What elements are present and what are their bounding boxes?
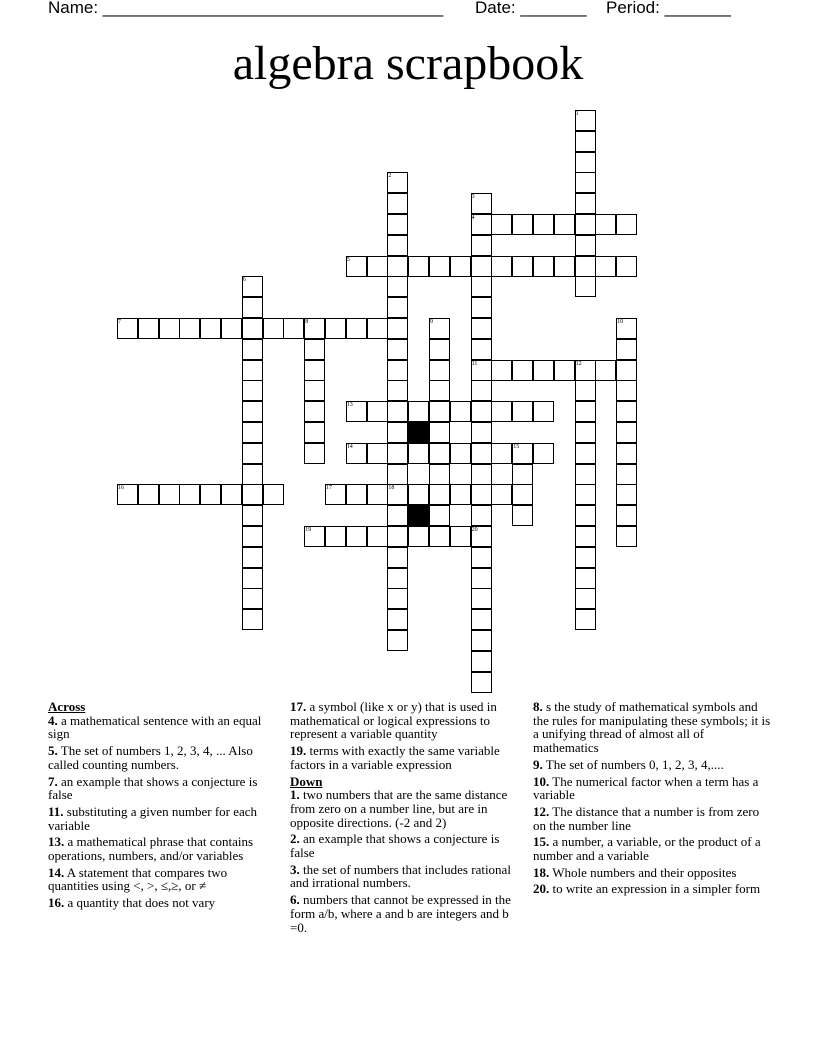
grid-cell[interactable] xyxy=(554,214,575,235)
grid-cell[interactable] xyxy=(429,484,450,505)
grid-cell[interactable] xyxy=(575,256,596,277)
grid-cell[interactable] xyxy=(387,422,408,443)
clue-across-11: 11. substituting a given number for each variable xyxy=(48,803,258,833)
grid-cell[interactable] xyxy=(471,443,492,464)
grid-cell[interactable] xyxy=(616,526,637,547)
grid-cell[interactable] xyxy=(533,214,554,235)
grid-cell[interactable] xyxy=(471,318,492,339)
grid-cell[interactable] xyxy=(471,630,492,651)
grid-cell[interactable] xyxy=(200,318,221,339)
grid-cell[interactable] xyxy=(616,256,637,277)
grid-cell[interactable] xyxy=(575,484,596,505)
grid-cell[interactable] xyxy=(595,214,616,235)
grid-cell[interactable] xyxy=(471,276,492,297)
grid-cell[interactable] xyxy=(616,214,637,235)
grid-cell[interactable] xyxy=(367,526,388,547)
grid-cell[interactable] xyxy=(429,360,450,381)
grid-cell[interactable] xyxy=(346,318,367,339)
grid-cell[interactable] xyxy=(512,360,533,381)
grid-cell[interactable] xyxy=(263,484,284,505)
grid-cell[interactable] xyxy=(471,609,492,630)
grid-cell[interactable] xyxy=(367,401,388,422)
grid-cell[interactable] xyxy=(242,505,263,526)
grid-cell[interactable] xyxy=(387,505,408,526)
grid-cell[interactable] xyxy=(242,401,263,422)
clue-across-5: 5. The set of numbers 1, 2, 3, 4, ... Also called counting numbers. xyxy=(48,743,253,772)
grid-cell[interactable] xyxy=(450,401,471,422)
grid-cell[interactable] xyxy=(408,443,429,464)
clue-down-10: 10. The numerical factor when a term has a variable xyxy=(533,773,759,803)
name-field[interactable]: Name: ____________________________________ xyxy=(48,0,444,17)
clue-across-16: 16. a quantity that does not vary xyxy=(48,895,216,911)
grid-cell[interactable] xyxy=(387,256,408,277)
grid-cell[interactable] xyxy=(325,526,346,547)
grid-cell[interactable] xyxy=(429,464,450,485)
clue-across-7: 7. an example that shows a conjecture is false xyxy=(48,773,258,803)
grid-cell[interactable] xyxy=(616,422,637,443)
grid-cell[interactable] xyxy=(471,380,492,401)
grid-cell[interactable] xyxy=(242,588,263,609)
grid-cell[interactable] xyxy=(408,526,429,547)
grid-cell[interactable] xyxy=(242,464,263,485)
clues-column-1 xyxy=(48,700,280,913)
grid-cell[interactable] xyxy=(512,401,533,422)
grid-cell[interactable] xyxy=(304,360,325,381)
grid-cell[interactable] xyxy=(575,380,596,401)
grid-cell[interactable] xyxy=(533,401,554,422)
grid-cell[interactable] xyxy=(533,443,554,464)
grid-cell[interactable] xyxy=(491,360,512,381)
clue-number-label: 10 xyxy=(617,319,624,325)
grid-cell[interactable] xyxy=(429,443,450,464)
grid-cell[interactable] xyxy=(595,360,616,381)
clue-down-6: 6. numbers that cannot be expressed in the form a/b, where a and b are integers and b =0. xyxy=(290,892,511,935)
grid-cell[interactable] xyxy=(242,422,263,443)
grid-cell[interactable] xyxy=(304,380,325,401)
grid-cell[interactable] xyxy=(408,256,429,277)
grid-cell[interactable] xyxy=(346,526,367,547)
grid-cell[interactable] xyxy=(471,651,492,672)
grid-cell[interactable] xyxy=(179,318,200,339)
clue-number-label: 16 xyxy=(118,485,124,492)
grid-cell[interactable] xyxy=(512,256,533,277)
clue-number-label: 1 xyxy=(575,111,579,117)
clue-number-label: 14 xyxy=(346,443,353,450)
grid-cell[interactable] xyxy=(138,484,159,505)
grid-cell[interactable] xyxy=(575,131,596,152)
grid-cell[interactable] xyxy=(575,464,596,485)
clue-number-label: 2 xyxy=(388,173,392,180)
grid-cell[interactable] xyxy=(387,609,408,630)
grid-cell[interactable] xyxy=(616,401,637,422)
grid-cell[interactable] xyxy=(367,484,388,505)
grid-cell[interactable] xyxy=(533,256,554,277)
date-field[interactable]: Date: _______ xyxy=(475,0,587,17)
grid-cell[interactable] xyxy=(304,443,325,464)
grid-cell[interactable] xyxy=(429,256,450,277)
grid-cell[interactable] xyxy=(450,443,471,464)
grid-cell[interactable] xyxy=(367,318,388,339)
grid-cell[interactable] xyxy=(179,484,200,505)
grid-cell[interactable] xyxy=(159,318,180,339)
grid-cell[interactable] xyxy=(429,380,450,401)
grid-cell[interactable] xyxy=(471,401,492,422)
grid-cell[interactable] xyxy=(575,609,596,630)
grid-cell[interactable] xyxy=(263,318,284,339)
clue-number-label: 3 xyxy=(471,194,475,201)
grid-cell[interactable] xyxy=(595,256,616,277)
grid-cell[interactable] xyxy=(387,630,408,651)
black-cell xyxy=(408,422,429,443)
grid-cell[interactable] xyxy=(387,276,408,297)
grid-cell[interactable] xyxy=(387,235,408,256)
black-cell xyxy=(408,505,429,526)
grid-cell[interactable] xyxy=(242,360,263,381)
grid-cell[interactable] xyxy=(242,526,263,547)
clue-across-4: 4. a mathematical sentence with an equal sign xyxy=(48,712,262,742)
grid-cell[interactable] xyxy=(471,256,492,277)
grid-cell[interactable] xyxy=(367,256,388,277)
clue-down-3: 3. the set of numbers that includes rational and irrational numbers. xyxy=(290,861,511,891)
grid-cell[interactable] xyxy=(242,297,263,318)
clue-down-8: 8. s the study of mathematical symbols and the rules for manipulating these symbols; it is a unifying thread of almost all of mathematics xyxy=(533,699,771,756)
grid-cell[interactable] xyxy=(533,360,554,381)
clue-down-2: 2. an example that shows a conjecture is false xyxy=(290,831,500,861)
grid-cell[interactable] xyxy=(159,484,180,505)
grid-cell[interactable] xyxy=(471,505,492,526)
grid-cell[interactable] xyxy=(616,505,637,526)
clue-number-label: 7 xyxy=(118,319,121,325)
grid-cell[interactable] xyxy=(242,318,263,339)
grid-cell[interactable] xyxy=(387,318,408,339)
clue-across-13: 13. a mathematical phrase that contains operations, numbers, and/or variables xyxy=(48,834,254,864)
grid-cell[interactable] xyxy=(450,256,471,277)
grid-cell[interactable] xyxy=(283,318,304,339)
grid-cell[interactable] xyxy=(471,422,492,443)
clue-number-label: 6 xyxy=(242,277,246,284)
grid-cell[interactable] xyxy=(242,380,263,401)
grid-cell[interactable] xyxy=(200,484,221,505)
grid-cell[interactable] xyxy=(616,339,637,360)
grid-cell[interactable] xyxy=(471,235,492,256)
grid-cell[interactable] xyxy=(616,464,637,485)
grid-cell[interactable] xyxy=(304,339,325,360)
grid-cell[interactable] xyxy=(242,547,263,568)
clue-number-label: 19 xyxy=(305,527,312,533)
grid-cell[interactable] xyxy=(429,505,450,526)
grid-cell[interactable] xyxy=(491,256,512,277)
grid-cell[interactable] xyxy=(429,339,450,360)
clue-number-label: 11 xyxy=(471,360,478,367)
page-title: algebra scrapbook xyxy=(232,37,584,90)
clue-across-14: 14. A statement that compares two quantities using <, >, ≤,≥, or ≠ xyxy=(48,864,228,894)
grid-cell[interactable] xyxy=(304,422,325,443)
grid-cell[interactable] xyxy=(429,526,450,547)
grid-cell[interactable] xyxy=(471,484,492,505)
clue-number-label: 12 xyxy=(575,360,582,367)
grid-cell[interactable] xyxy=(491,401,512,422)
grid-cell[interactable] xyxy=(387,526,408,547)
grid-cell[interactable] xyxy=(367,443,388,464)
grid-cell[interactable] xyxy=(221,484,242,505)
grid-cell[interactable] xyxy=(575,172,596,193)
clue-down-1: 1. two numbers that are the same distance from zero on a number line, but are in opposite directions. (-2 and 2) xyxy=(290,787,508,830)
grid-cell[interactable] xyxy=(387,464,408,485)
grid-cell[interactable] xyxy=(491,214,512,235)
grid-cell[interactable] xyxy=(408,401,429,422)
across-heading: Across xyxy=(48,699,86,714)
grid-cell[interactable] xyxy=(471,588,492,609)
grid-cell[interactable] xyxy=(575,214,596,235)
grid-cell[interactable] xyxy=(575,443,596,464)
clue-across-19: 19. terms with exactly the same variable factors in a variable expression xyxy=(290,743,500,772)
grid-cell[interactable] xyxy=(242,443,263,464)
grid-cell[interactable] xyxy=(346,484,367,505)
grid-cell[interactable] xyxy=(387,380,408,401)
grid-cell[interactable] xyxy=(512,464,533,485)
grid-cell[interactable] xyxy=(512,505,533,526)
grid-cell[interactable] xyxy=(575,588,596,609)
clue-down-12: 12. The distance that a number is from zero on the number line xyxy=(533,803,760,833)
clue-number-label: 15 xyxy=(513,443,520,450)
grid-cell[interactable] xyxy=(471,547,492,568)
grid-cell[interactable] xyxy=(387,547,408,568)
grid-cell[interactable] xyxy=(512,484,533,505)
grid-cell[interactable] xyxy=(491,443,512,464)
clue-number-label: 17 xyxy=(326,485,332,492)
grid-cell[interactable] xyxy=(616,484,637,505)
clue-across-17: 17. a symbol (like x or y) that is used in mathematical or logical expressions to represent a variable quantity xyxy=(290,699,497,742)
grid-cell[interactable] xyxy=(471,672,492,693)
grid-cell[interactable] xyxy=(616,360,637,381)
clue-down-9: 9. The set of numbers 0, 1, 2, 3, 4,.... xyxy=(533,756,724,772)
grid-cell[interactable] xyxy=(387,360,408,381)
grid-cell[interactable] xyxy=(242,568,263,589)
grid-cell[interactable] xyxy=(575,401,596,422)
grid-cell[interactable] xyxy=(429,422,450,443)
grid-cell[interactable] xyxy=(450,484,471,505)
grid-cell[interactable] xyxy=(138,318,159,339)
grid-cell[interactable] xyxy=(450,526,471,547)
clue-number-label: 20 xyxy=(471,527,478,533)
grid-cell[interactable] xyxy=(221,318,242,339)
grid-cell[interactable] xyxy=(242,609,263,630)
period-field[interactable]: Period: _______ xyxy=(606,0,731,17)
grid-cell[interactable] xyxy=(387,339,408,360)
grid-cell[interactable] xyxy=(554,256,575,277)
grid-cell[interactable] xyxy=(429,401,450,422)
grid-cell[interactable] xyxy=(575,193,596,214)
grid-cell[interactable] xyxy=(387,568,408,589)
grid-cell[interactable] xyxy=(242,339,263,360)
grid-cell[interactable] xyxy=(471,297,492,318)
clue-number-label: 18 xyxy=(388,485,395,492)
down-heading: Down xyxy=(290,773,323,789)
grid-cell[interactable] xyxy=(575,276,596,297)
grid-cell[interactable] xyxy=(512,214,533,235)
grid-cell[interactable] xyxy=(491,484,512,505)
grid-cell[interactable] xyxy=(387,193,408,214)
grid-cell[interactable] xyxy=(575,235,596,256)
grid-cell[interactable] xyxy=(616,380,637,401)
clue-down-20: 20. to write an expression in a simpler form xyxy=(533,881,761,897)
grid-cell[interactable] xyxy=(387,588,408,609)
grid-cell[interactable] xyxy=(575,505,596,526)
grid-cell[interactable] xyxy=(471,339,492,360)
clue-number-label: 13 xyxy=(346,402,353,409)
grid-cell[interactable] xyxy=(387,214,408,235)
clue-number-label: 9 xyxy=(430,319,433,325)
grid-cell[interactable] xyxy=(554,360,575,381)
grid-cell[interactable] xyxy=(471,568,492,589)
grid-cell[interactable] xyxy=(325,318,346,339)
grid-cell[interactable] xyxy=(408,484,429,505)
clue-down-18: 18. Whole numbers and their opposites xyxy=(533,864,737,880)
clue-number-label: 8 xyxy=(305,319,309,325)
grid-cell[interactable] xyxy=(575,526,596,547)
grid-cell[interactable] xyxy=(387,443,408,464)
clue-number-label: 5 xyxy=(346,256,350,263)
clue-number-label: 4 xyxy=(471,215,475,221)
clues-column-3 xyxy=(533,700,771,899)
grid-cell[interactable] xyxy=(575,152,596,173)
grid-cell[interactable] xyxy=(575,568,596,589)
clues-column-2 xyxy=(290,700,526,937)
grid-cell[interactable] xyxy=(304,401,325,422)
grid-cell[interactable] xyxy=(471,464,492,485)
grid-cell[interactable] xyxy=(575,547,596,568)
grid-cell[interactable] xyxy=(575,422,596,443)
grid-cell[interactable] xyxy=(242,484,263,505)
grid-cell[interactable] xyxy=(387,401,408,422)
clue-down-15: 15. a number, a variable, or the product of a number and a variable xyxy=(533,834,761,864)
grid-cell[interactable] xyxy=(616,443,637,464)
grid-cell[interactable] xyxy=(387,297,408,318)
